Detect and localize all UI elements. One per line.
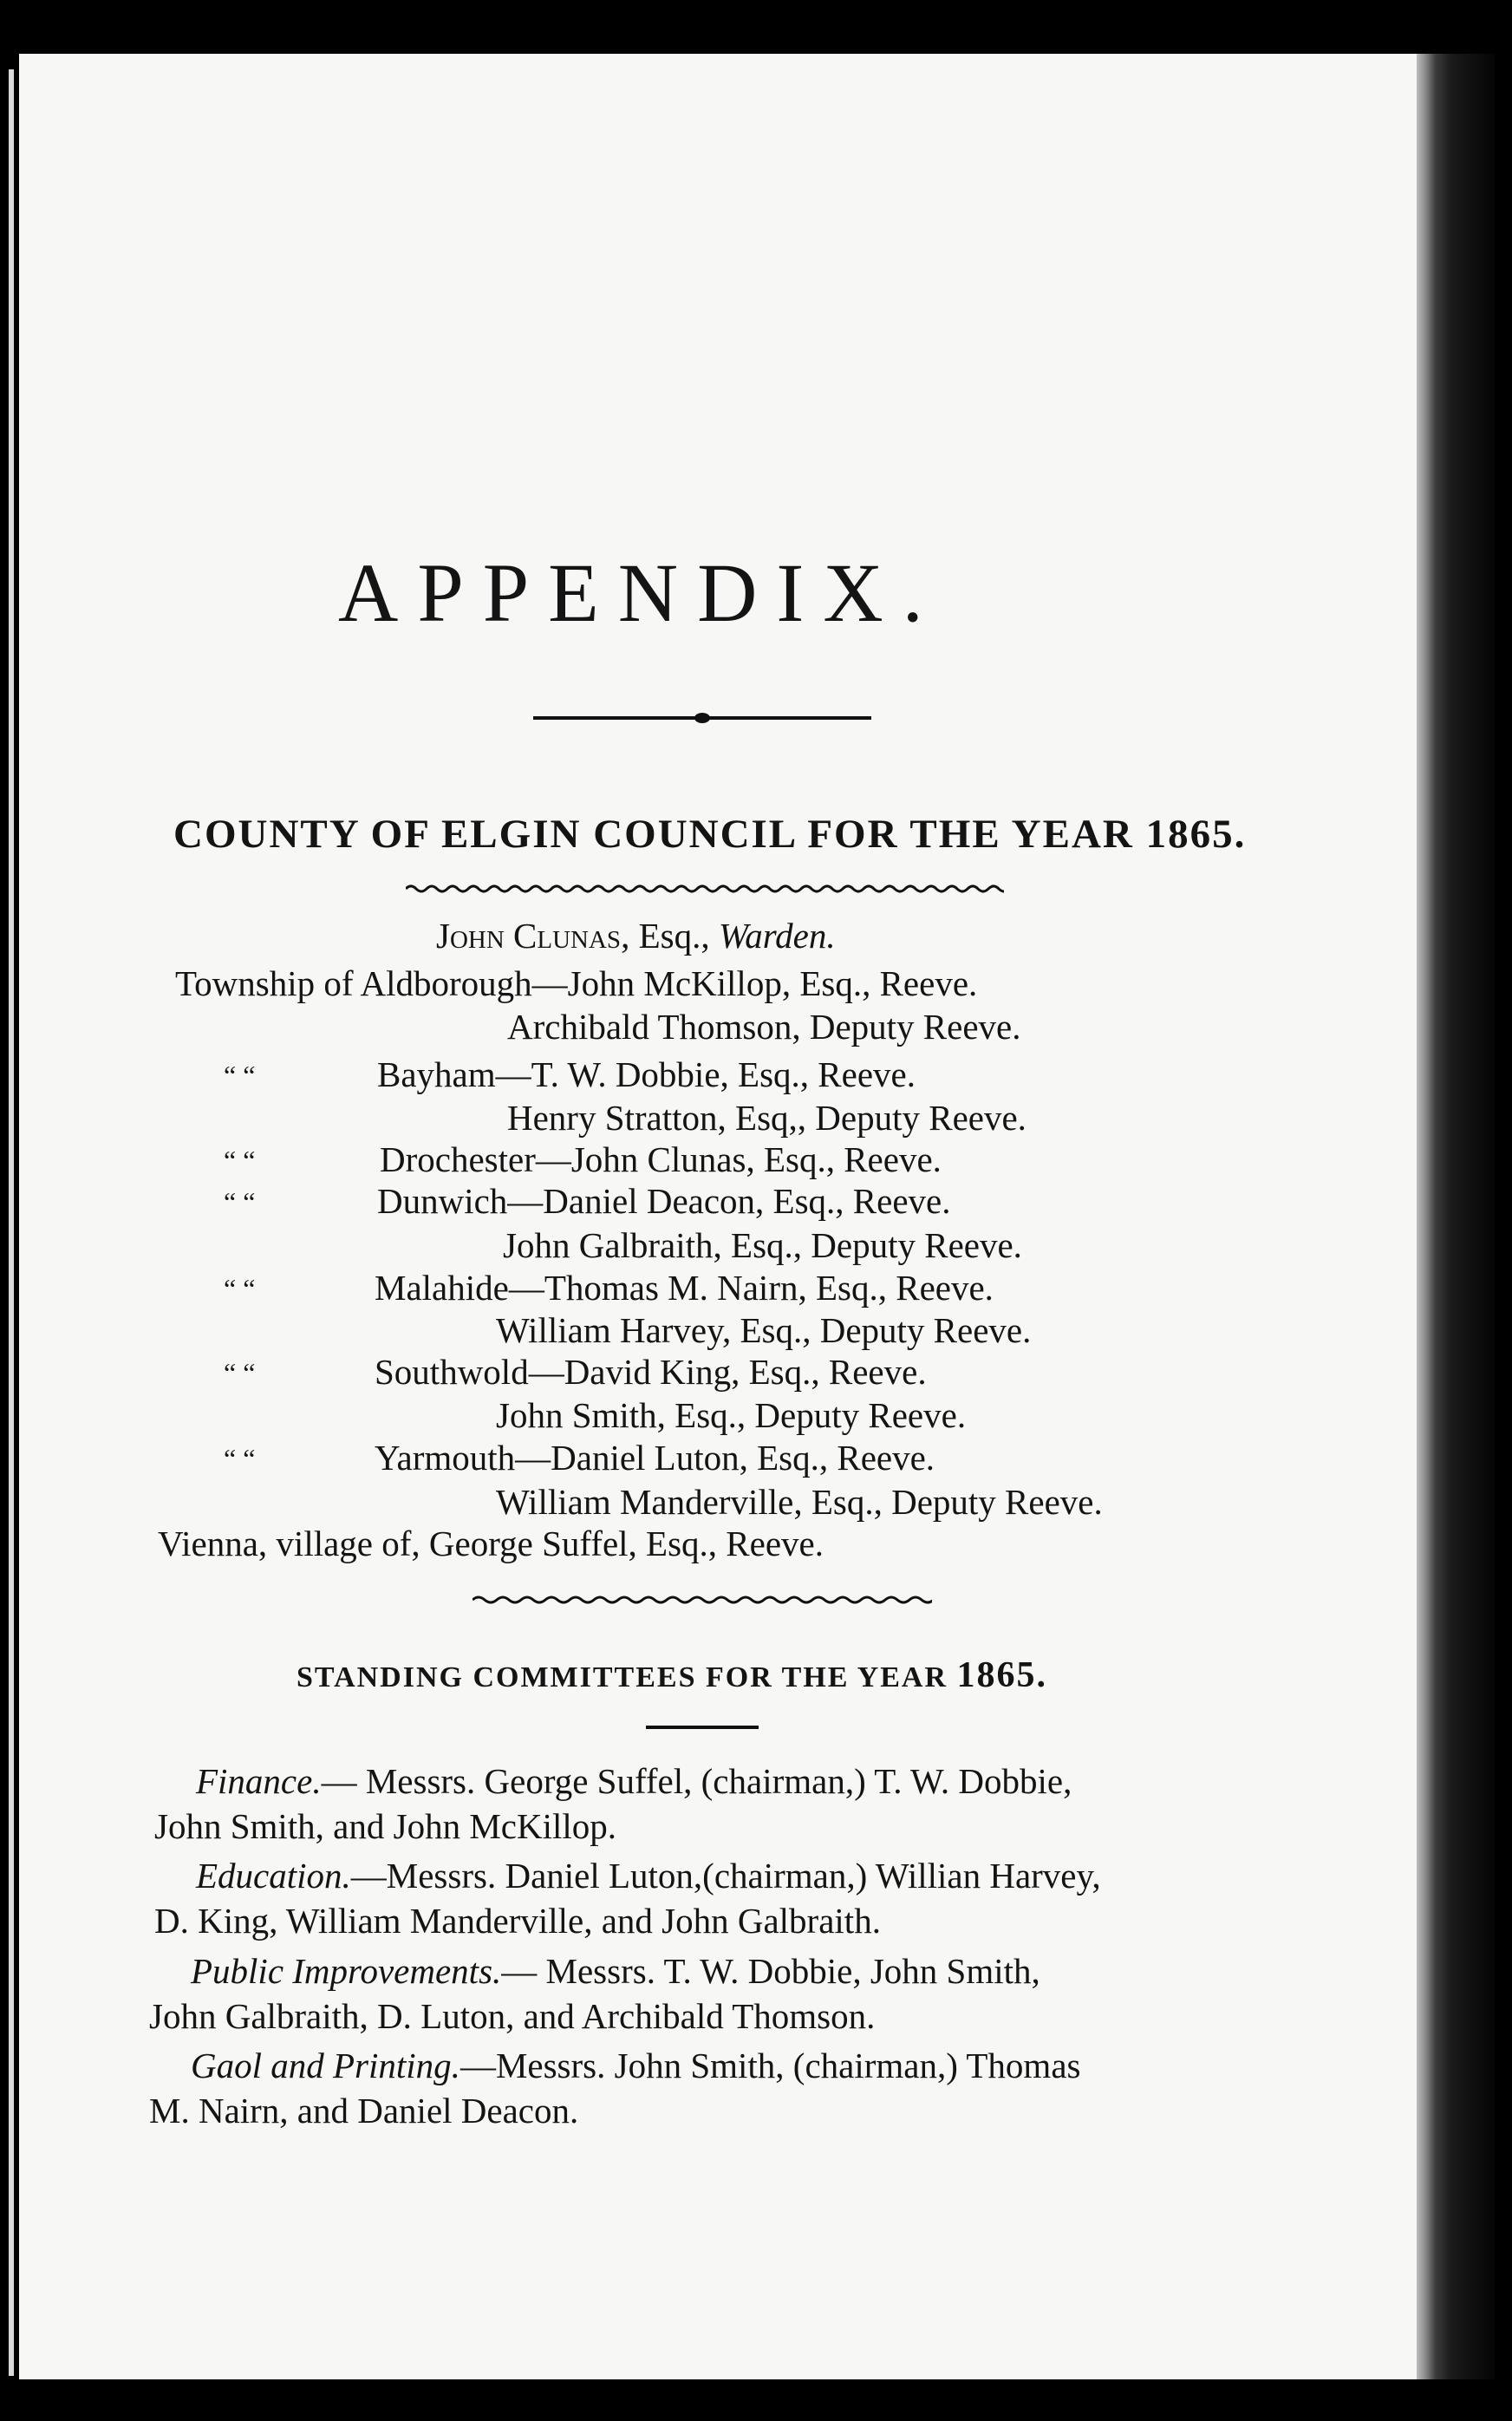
member-text: Vienna, village of, George Suffel, Esq., Reeve. [158,1524,824,1563]
member-text: John Galbraith, Esq., Deputy Reeve. [503,1225,1022,1265]
warden-suffix: , Esq., [621,916,719,956]
wavy-divider [472,1594,932,1606]
member-line [496,1309,1031,1351]
member-text: Drochester—John Clunas, Esq., Reeve. [380,1139,942,1179]
committee-entry [149,2043,1080,2133]
member-line [496,1481,1103,1523]
ditto-mark: “ “ [224,1145,256,1176]
committees-rule [646,1726,759,1729]
member-line [375,1437,935,1478]
member-text: John Smith, Esq., Deputy Reeve. [496,1395,967,1435]
member-line [380,1139,942,1180]
ditto-mark: “ “ [224,1357,256,1388]
page-title: APPENDIX. [338,546,942,639]
committee-name: Public Improvements. [191,1951,502,1991]
committee-line2: M. Nairn, and Daniel Deacon. [149,2091,579,2131]
member-text: Henry Stratton, Esq,, Deputy Reeve. [507,1098,1026,1138]
member-text: Malahide—Thomas M. Nairn, Esq., Reeve. [375,1268,994,1308]
committee-line1: —Messrs. Daniel Luton,(chairman,) Willian Harvey, [350,1856,1101,1896]
member-line [503,1224,1022,1266]
member-line [375,1351,927,1393]
committee-entry [154,1853,1101,1943]
title-rule-ornament [694,713,710,723]
member-line [158,1523,824,1564]
member-text: William Harvey, Esq., Deputy Reeve. [496,1310,1032,1350]
committees-year: 1865. [956,1655,1048,1695]
warden-name: John Clunas [436,916,622,956]
committee-line1: — Messrs. George Suffel, (chairman,) T. W. Dobbie, [321,1761,1072,1801]
member-line [507,1097,1026,1139]
committee-name: Gaol and Printing. [191,2046,460,2085]
committee-entry [154,1759,1072,1849]
committee-name: Education. [196,1856,351,1896]
member-prefix: Township of [175,963,361,1003]
ditto-mark: “ “ [224,1186,256,1217]
committee-line2: D. King, William Manderville, and John Galbraith. [154,1901,881,1941]
member-text: Aldborough—John McKillop, Esq., Reeve. [360,963,978,1003]
ditto-mark: “ “ [224,1273,256,1304]
warden-line [436,915,836,956]
page-left-edge [9,69,14,2376]
ditto-mark: “ “ [224,1443,256,1474]
member-text: Archibald Thomson, Deputy Reeve. [507,1007,1021,1047]
member-text: William Manderville, Esq., Deputy Reeve. [496,1482,1103,1522]
member-line [496,1394,966,1436]
member-line [175,963,977,1004]
ditto-mark: “ “ [224,1060,256,1091]
committee-entry [149,1948,1040,2039]
member-line [377,1054,916,1095]
committee-line2: John Galbraith, D. Luton, and Archibald Thomson. [149,1996,876,2036]
member-text: Southwold—David King, Esq., Reeve. [375,1352,927,1392]
member-line [377,1180,951,1222]
member-text: Dunwich—Daniel Deacon, Esq., Reeve. [377,1181,951,1221]
warden-role: Warden. [718,916,836,956]
committee-line1: — Messrs. T. W. Dobbie, John Smith, [501,1951,1040,1991]
committee-line2: John Smith, and John McKillop. [154,1806,617,1846]
committee-name: Finance. [196,1761,322,1801]
committee-line1: —Messrs. John Smith, (chairman,) Thomas [459,2046,1081,2085]
committees-heading-text: STANDING COMMITTEES FOR THE YEAR [297,1661,948,1693]
council-heading: COUNTY OF ELGIN COUNCIL FOR THE YEAR 1865. [173,812,1247,857]
book-spine [1417,54,1495,2379]
wavy-divider [406,883,1004,895]
committees-heading [297,1654,1047,1696]
member-text: Yarmouth—Daniel Luton, Esq., Reeve. [375,1438,935,1478]
member-line [507,1006,1020,1047]
member-line [375,1267,994,1308]
member-text: Bayham—T. W. Dobbie, Esq., Reeve. [377,1054,916,1094]
